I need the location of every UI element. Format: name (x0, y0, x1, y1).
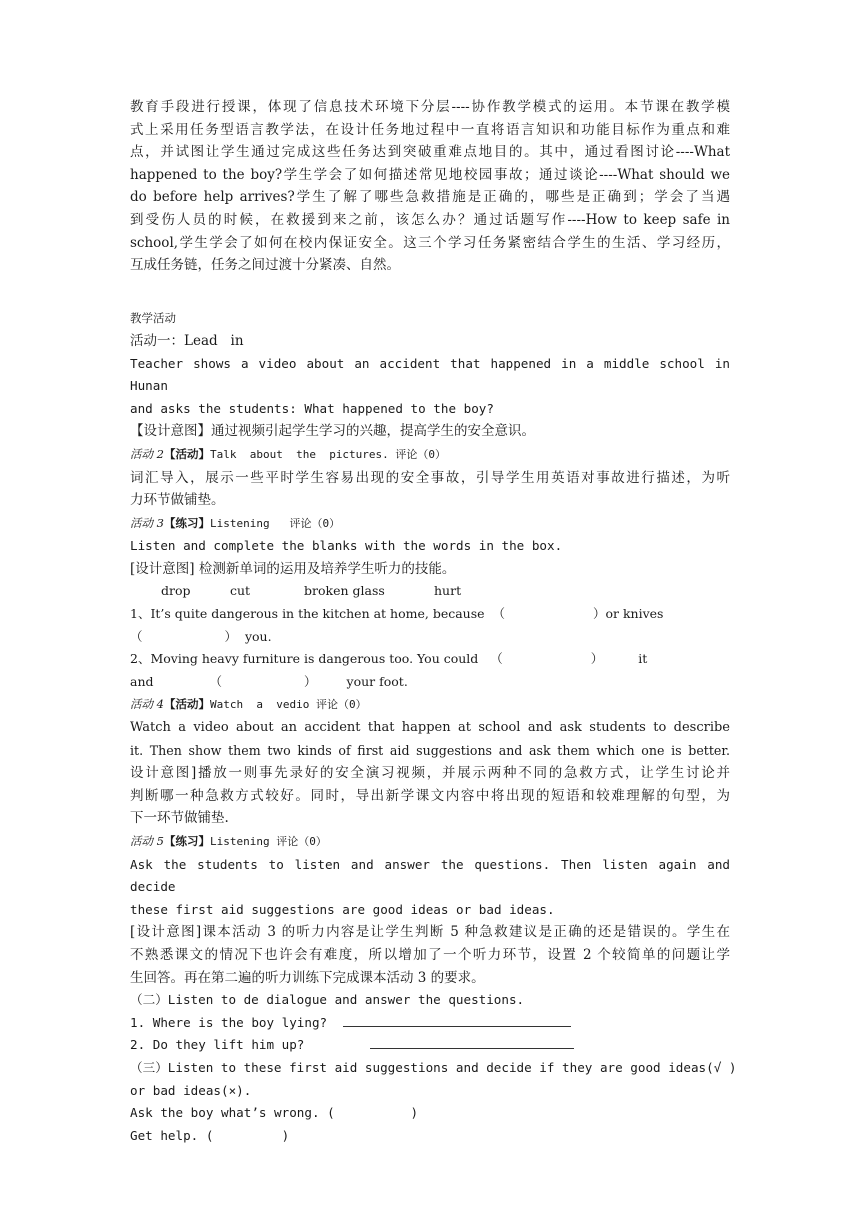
activity5-header (130, 830, 730, 854)
activity5-line: Ask the students to listen and answer the questions. Then listen again and decide (130, 856, 730, 895)
activity-tag: 【练习】 (163, 834, 210, 848)
suggestion-item: Get help. ( ) (130, 1127, 290, 1143)
question-text: （ (209, 673, 223, 689)
activity5-title: Listening 评论（0） (209, 835, 327, 848)
question-text: （ (130, 628, 143, 644)
activity2-header (130, 443, 730, 467)
activity5-line: these first aid suggestions are good ideas or bad ideas. (130, 901, 555, 917)
activity3-intent: [设计意图] 检测新单词的运用及培养学生听力的技能。 (130, 560, 456, 577)
question-text: it (638, 651, 648, 667)
answer-line[interactable] (370, 1035, 574, 1049)
question-text: and (130, 673, 154, 689)
activity4-title: Watch a vedio 评论（0） (209, 698, 367, 712)
activity2-line: 词汇导入，展示一些平时学生容易出现的安全事故，引导学生用英语对事故进行描述，为听 (130, 469, 730, 486)
question-text: 1. Where is the boy lying? (130, 1014, 328, 1030)
word-box-item: broken glass (304, 583, 385, 599)
activity3-header (130, 512, 730, 536)
question-text: 1、It’s quite dangerous in the kitchen at home, because （ (130, 606, 505, 622)
question-text: ） you. (224, 628, 272, 644)
activity4-line: 设计意图]播放一则事先录好的安全演习视频，并展示两种不同的急救方式，让学生讨论并 (130, 765, 731, 782)
activity1-line: Teacher shows a video about an accident that happened in a middle school in Hunan (130, 355, 730, 394)
activity4-line: 下一环节做铺垫. (130, 810, 229, 827)
intro-line: do before help arrives?学生了解了哪些急救措施是正确的，哪些是正确到；学会了当遇 (130, 189, 730, 206)
activity5-line: 不熟悉课文的情况下也许会有难度，所以增加了一个听力环节，设置 2 个较简单的问题让学 (130, 946, 730, 963)
activity3-question1-cont (130, 626, 730, 649)
question-text: your foot. (346, 673, 408, 689)
activity3-question2 (130, 648, 730, 671)
intro-line: 互成任务链，任务之间过渡十分紧凑、自然。 (130, 257, 400, 274)
activity4-header (130, 693, 730, 717)
activity-tag: 【活动】 (163, 446, 210, 461)
document-page (130, 96, 737, 1147)
activity4-line: Watch a video about an accident that happen at school and ask students to describe (130, 720, 730, 736)
activity3-title: Listening 评论（0） (209, 516, 341, 530)
activity3-question1 (130, 603, 730, 626)
activity1-intent: 【设计意图】通过视频引起学生学习的兴趣，提高学生的安全意识。 (130, 423, 535, 440)
spacer (130, 299, 730, 307)
intro-line: school,学生学会了如何在校内保证安全。这三个学习任务紧密结合学生的生活、学习经历， (130, 234, 730, 251)
word-box-item: hurt (434, 583, 462, 599)
part2-instruction: （二）Listen to de dialogue and answer the questions. (130, 992, 525, 1008)
activity4-line: 判断哪一种急救方式较好。同时，导出新学课文内容中将出现的短语和较难理解的句型，为 (130, 787, 730, 804)
question-text: ） (590, 651, 604, 667)
question-text: 2、Moving heavy furniture is dangerous too. You could （ (130, 651, 503, 667)
question-text: ） (304, 673, 317, 689)
part2-question2 (130, 1034, 730, 1057)
activity3-question2-cont (130, 671, 730, 694)
section-title: 教学活动 (130, 311, 176, 326)
activity-number: 活动 2 (130, 446, 164, 461)
activity-tag: 【活动】 (163, 697, 210, 712)
question-text: ）or knives (592, 606, 664, 622)
intro-line: 教育手段进行授课，体现了信息技术环境下分层----协作教学模式的运用。本节课在教学模 (130, 99, 730, 115)
part3-instruction: （三）Listen to these first aid suggestions and decide if they are good ideas(√ ) (130, 1059, 737, 1075)
activity4-line: it. Then show them two kinds of first aid suggestions and ask them which one is better. (130, 742, 730, 758)
activity2-line: 力环节做铺垫。 (130, 492, 225, 509)
word-box (130, 580, 730, 603)
word-box-item: drop (161, 583, 191, 599)
part3-instruction-cont: or bad ideas(×). (130, 1082, 252, 1098)
question-text: 2. Do they lift him up? (130, 1037, 305, 1053)
word-box-item: cut (230, 583, 251, 599)
activity-number: 活动 3 (130, 515, 164, 530)
intro-line: 到受伤人员的时候，在救援到来之前，该怎么办？通过话题写作----How to keep safe in (130, 211, 730, 228)
activity-number: 活动 5 (130, 834, 164, 848)
part2-question1 (130, 1012, 730, 1035)
activity2-title: Talk about the pictures. 评论（0） (209, 447, 447, 461)
activity-number: 活动 4 (130, 697, 164, 712)
activity5-line: 生回答。再在第二遍的听力训练下完成课本活动 3 的要求。 (130, 969, 485, 986)
activity1-line: and asks the students: What happened to the boy? (130, 400, 494, 416)
suggestion-item: Ask the boy what’s wrong. ( ) (130, 1105, 419, 1121)
spacer (130, 277, 730, 300)
activity-tag: 【练习】 (163, 515, 210, 530)
activity5-line: [设计意图]课本活动 3 的听力内容是让学生判断 5 种急救建议是正确的还是错误的。学生在 (130, 924, 730, 941)
intro-line: 点，并试图让学生通过完成这些任务达到突破重难点地目的。其中，通过看图讨论----What (130, 144, 730, 161)
activity1-title: 活动一：Lead in (130, 332, 244, 349)
intro-line: 式上采用任务型语言教学法，在设计任务地过程中一直将语言知识和功能目标作为重点和难 (130, 121, 730, 138)
answer-line[interactable] (343, 1013, 571, 1027)
activity3-instruction: Listen and complete the blanks with the words in the box. (130, 538, 563, 554)
intro-line: happened to the boy?学生学会了如何描述常见地校园事故；通过谈论----What should we (130, 166, 730, 183)
intro-paragraph (130, 96, 730, 277)
